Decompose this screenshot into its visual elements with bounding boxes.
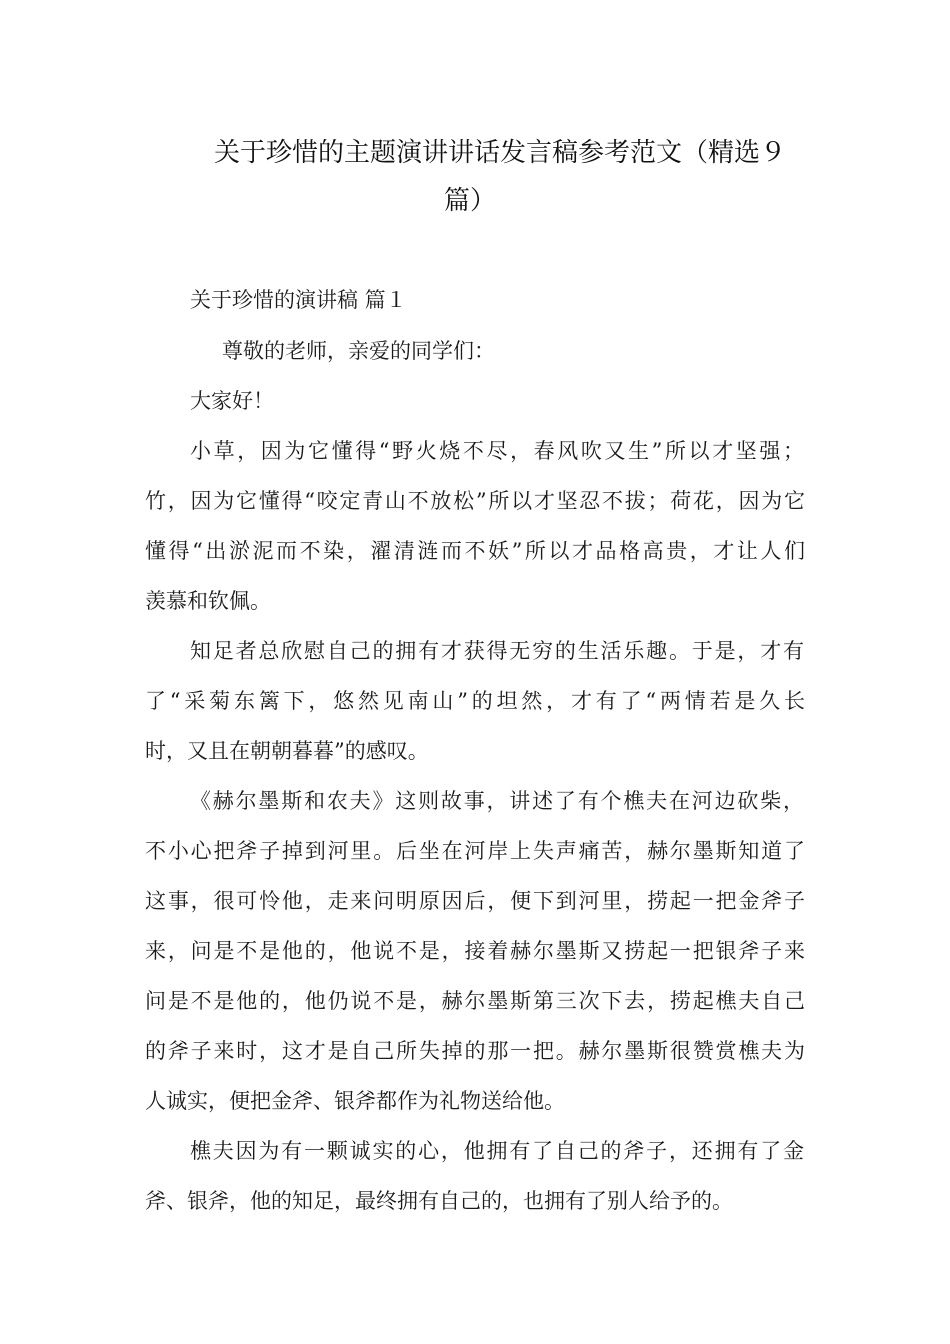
paragraph-1-line-3: 懂得“出淤泥而不染，濯清涟而不妖”所以才品格高贵，才让人们	[145, 539, 805, 563]
document-title-line-2: 篇）	[443, 186, 496, 216]
paragraph-3-line-7: 人诚实，便把金斧、银斧都作为礼物送给他。	[145, 1089, 565, 1113]
paragraph-2-line-2: 了“采菊东篱下，悠然见南山”的坦然，才有了“两情若是久长	[145, 689, 805, 713]
paragraph-4-line-2: 斧、银斧，他的知足，最终拥有自己的，也拥有了别人给予的。	[145, 1189, 733, 1213]
section-heading: 关于珍惜的演讲稿 篇１	[190, 288, 407, 312]
paragraph-1-line-4: 羡慕和钦佩。	[145, 589, 271, 613]
paragraph-3-line-2: 不小心把斧子掉到河里。后坐在河岸上失声痛苦，赫尔墨斯知道了	[145, 839, 805, 863]
paragraph-3-line-3: 这事，很可怜他，走来问明原因后，便下到河里，捞起一把金斧子	[145, 889, 805, 913]
salutation: 大家好！	[190, 389, 274, 413]
paragraph-4-line-1: 樵夫因为有一颗诚实的心，他拥有了自己的斧子，还拥有了金	[190, 1139, 804, 1163]
paragraph-3-line-5: 问是不是他的，他仍说不是，赫尔墨斯第三次下去，捞起樵夫自己	[145, 989, 805, 1013]
greeting: 尊敬的老师，亲爱的同学们：	[222, 339, 495, 363]
paragraph-3-line-4: 来，问是不是他的，他说不是，接着赫尔墨斯又捞起一把银斧子来	[145, 939, 805, 963]
paragraph-1-line-1: 小草，因为它懂得“野火烧不尽，春风吹又生”所以才坚强；	[190, 439, 804, 463]
paragraph-2-line-1: 知足者总欣慰自己的拥有才获得无穷的生活乐趣。于是，才有	[190, 639, 804, 663]
paragraph-2-line-3: 时，又且在朝朝暮暮”的感叹。	[145, 739, 429, 763]
paragraph-3-line-1: 《赫尔墨斯和农夫》这则故事，讲述了有个樵夫在河边砍柴，	[190, 789, 804, 813]
paragraph-1-line-2: 竹，因为它懂得“咬定青山不放松”所以才坚忍不拔；荷花，因为它	[145, 489, 805, 513]
document-title-line-1: 关于珍惜的主题演讲讲话发言稿参考范文（精选９	[213, 138, 786, 168]
paragraph-3-line-6: 的斧子来时，这才是自己所失掉的那一把。赫尔墨斯很赞赏樵夫为	[145, 1039, 805, 1063]
